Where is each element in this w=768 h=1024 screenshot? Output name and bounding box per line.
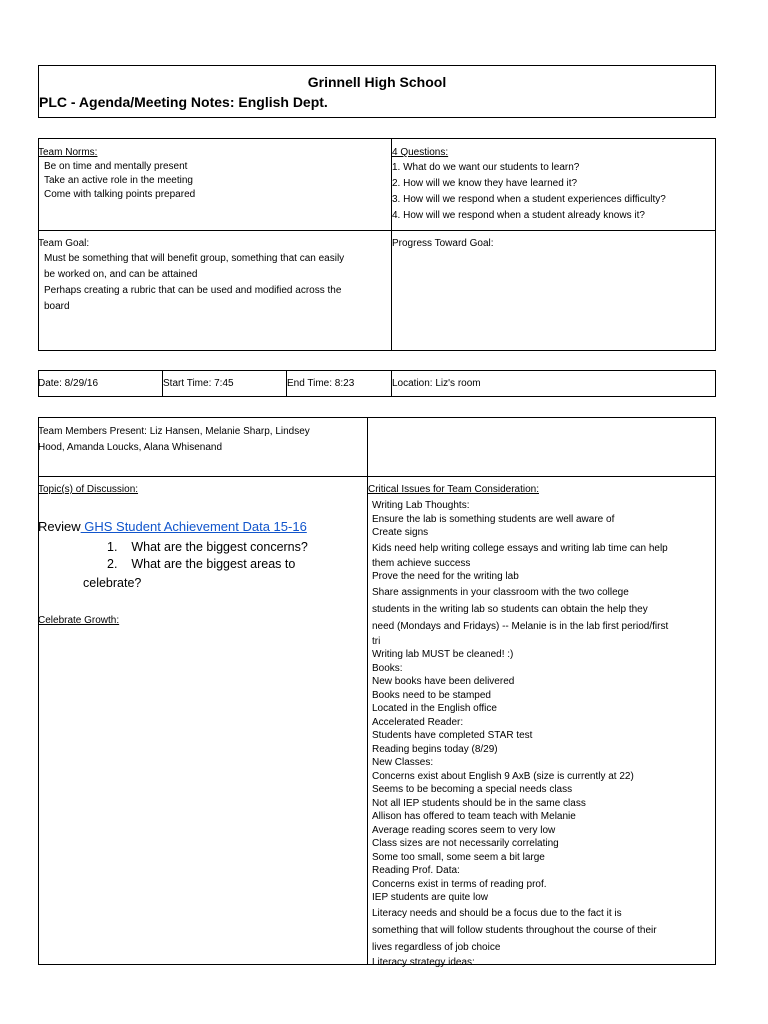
topic-question-1 [107, 538, 308, 556]
list-item: 2. How will we know they have learned it? [392, 178, 578, 189]
team-goal-heading: Team Goal: [38, 238, 90, 249]
list-item: need (Mondays and Fridays) -- Melanie is in the lab first period/first [372, 620, 669, 632]
critical-issues-heading: Critical Issues for Team Consideration: [368, 484, 539, 495]
list-item: 4. How will we respond when a student already knows it? [392, 210, 645, 221]
list-item: Average reading scores seem to very low [372, 824, 556, 836]
meeting-start-time: Start Time: 7:45 [163, 378, 234, 389]
list-item: Books: [372, 662, 403, 674]
list-item: Some too small, some seem a bit large [372, 851, 545, 863]
list-item: Concerns exist in terms of reading prof. [372, 878, 547, 890]
list-item: Share assignments in your classroom with the two college [372, 586, 629, 598]
list-item: Class sizes are not necessarily correlating [372, 838, 559, 849]
list-item: 1. What do we want our students to learn? [392, 162, 580, 173]
list-item: Be on time and mentally present [44, 161, 188, 172]
list-item: Kids need help writing college essays and writing lab time can help [372, 542, 668, 554]
page-title: PLC - Agenda/Meeting Notes: English Dept. [39, 94, 328, 110]
topic-question-2 [107, 555, 295, 573]
celebrate-growth-heading: Celebrate Growth: [38, 615, 120, 626]
progress-heading: Progress Toward Goal: [392, 238, 494, 249]
achievement-data-link[interactable]: GHS Student Achievement Data 15-16 [80, 519, 307, 534]
list-item: something that will follow students throughout the course of their [372, 924, 657, 936]
list-item: students in the writing lab so students can obtain the help they [372, 603, 648, 615]
list-item: Accelerated Reader: [372, 716, 464, 728]
team-norms-heading: Team Norms: [38, 147, 98, 158]
meeting-end-time: End Time: 8:23 [287, 378, 355, 389]
list-item: Create signs [372, 527, 429, 538]
list-item: Come with talking points prepared [44, 189, 196, 200]
meeting-location: Location: Liz's room [392, 378, 481, 389]
list-number: 1. [107, 540, 118, 554]
list-item: Literacy strategy ideas: [372, 956, 475, 968]
list-item: Reading Prof. Data: [372, 865, 460, 876]
members-line: Hood, Amanda Loucks, Alana Whisenand [38, 442, 223, 453]
title-block [38, 65, 716, 118]
topic-question-2-cont: celebrate? [83, 576, 142, 590]
team-goal-text [44, 251, 344, 315]
four-questions-list [392, 160, 666, 224]
list-item: Students have completed STAR test [372, 730, 533, 741]
list-item: 3. How will we respond when a student experiences difficulty? [392, 194, 666, 205]
list-item: Writing Lab Thoughts: [372, 500, 470, 511]
list-item: New books have been delivered [372, 676, 515, 687]
topics-heading: Topic(s) of Discussion: [38, 484, 139, 495]
list-item: Allison has offered to team teach with Melanie [372, 811, 576, 822]
list-item: Concerns exist about English 9 AxB (size is currently at 22) [372, 770, 634, 782]
four-questions-heading: 4 Questions: [392, 147, 449, 158]
list-item: Located in the English office [372, 703, 497, 714]
critical-issues-list [372, 499, 668, 969]
list-item: lives regardless of job choice [372, 941, 501, 953]
list-item: tri [372, 635, 381, 647]
list-item: Seems to be becoming a special needs class [372, 784, 573, 795]
goal-line: Must be something that will benefit group, something that can easily [44, 253, 345, 264]
list-item: Reading begins today (8/29) [372, 743, 498, 755]
review-line [38, 518, 307, 536]
list-item: Books need to be stamped [372, 689, 491, 701]
list-item: Ensure the lab is something students are well aware of [372, 513, 615, 525]
team-members-present [38, 424, 310, 456]
list-item: Not all IEP students should be in the same class [372, 797, 586, 809]
list-item: Literacy needs and should be a focus due to the fact it is [372, 907, 622, 919]
list-number: 2. [107, 557, 118, 571]
team-norms-list [44, 160, 195, 202]
members-line: Team Members Present: Liz Hansen, Melanie Sharp, Lindsey [38, 426, 310, 437]
goal-line: board [44, 301, 70, 312]
goal-line: be worked on, and can be attained [44, 269, 198, 280]
list-item: Writing lab MUST be cleaned! :) [372, 649, 514, 660]
review-prefix: Review [38, 519, 81, 534]
list-item: Prove the need for the writing lab [372, 571, 519, 582]
list-item: New Classes: [372, 757, 434, 768]
list-item: IEP students are quite low [372, 892, 488, 903]
question-text: What are the biggest concerns? [131, 540, 308, 554]
meeting-date: Date: 8/29/16 [38, 378, 99, 389]
goal-line: Perhaps creating a rubric that can be used and modified across the [44, 285, 342, 296]
meeting-info-row [38, 370, 716, 397]
list-item: Take an active role in the meeting [44, 175, 193, 186]
question-text: What are the biggest areas to [131, 557, 296, 571]
list-item: them achieve success [372, 557, 471, 569]
school-name: Grinnell High School [307, 74, 447, 90]
